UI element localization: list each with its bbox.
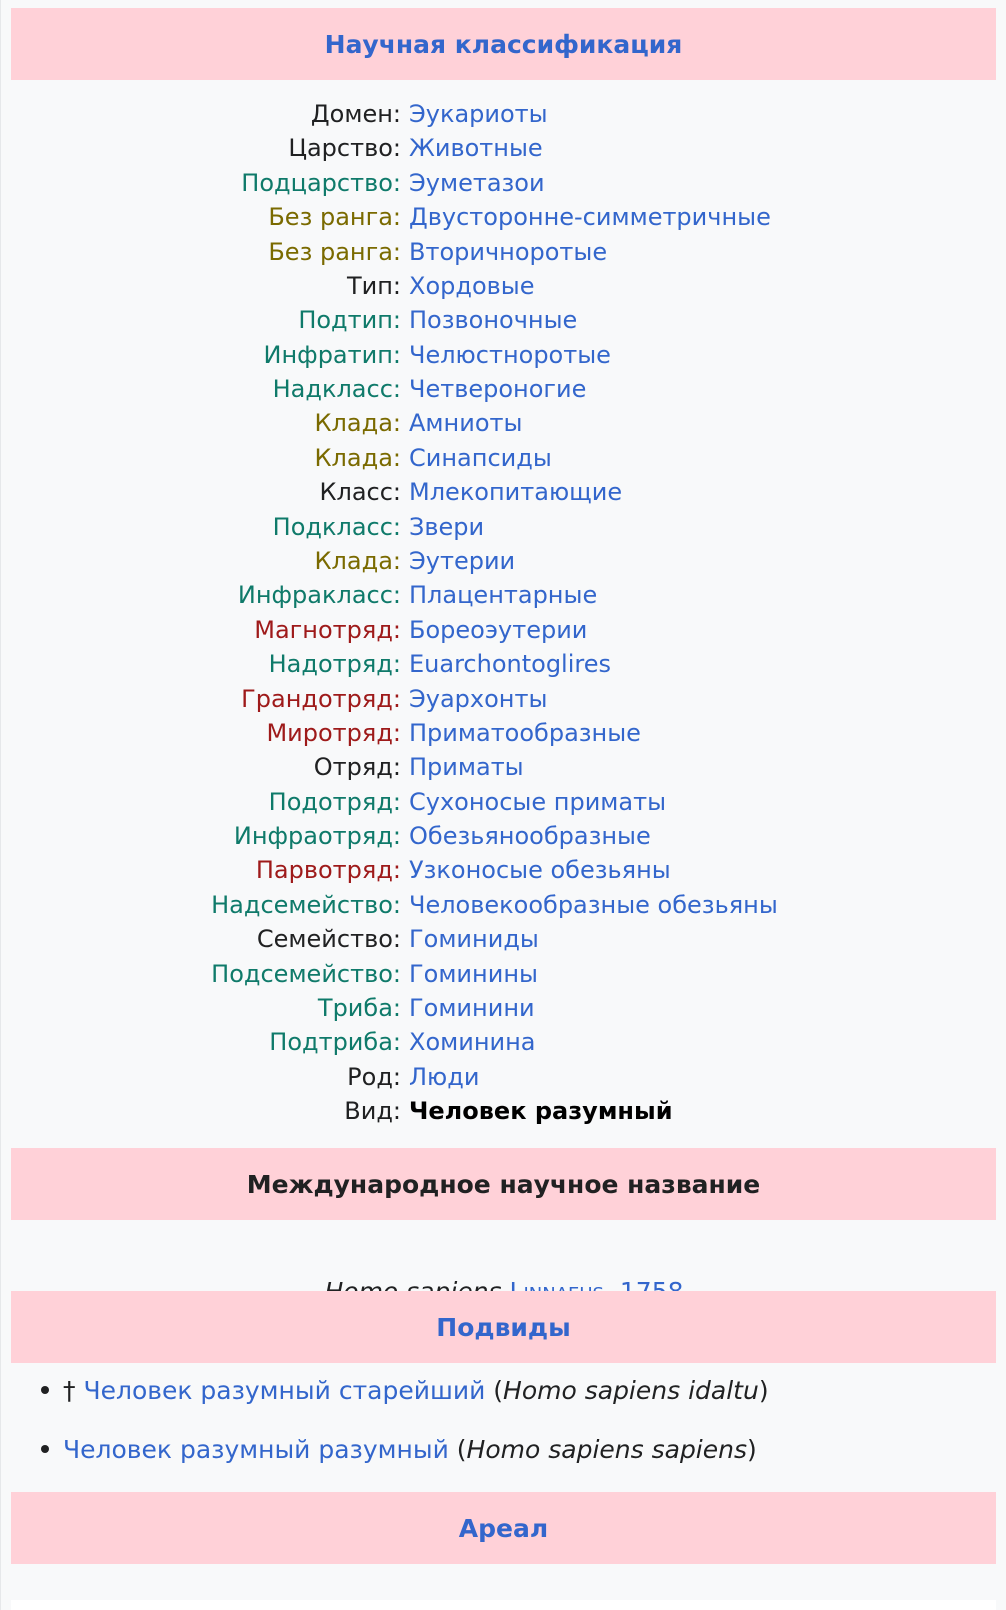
taxonomy-row xyxy=(1,577,1006,613)
taxonomy-value[interactable]: Хоминина xyxy=(409,1028,536,1057)
taxonomy-row xyxy=(1,1059,1006,1095)
taxonomy-rank[interactable]: Надотряд: xyxy=(268,650,401,679)
taxonomy-row xyxy=(1,199,1006,235)
taxonomy-rank[interactable]: Грандотряд: xyxy=(241,684,401,713)
subspecies-latin: Homo sapiens idaltu xyxy=(503,1376,759,1405)
taxonomy-value[interactable]: Сухоносые приматы xyxy=(409,787,667,816)
taxonomy-row xyxy=(1,887,1006,923)
taxonomy-rank[interactable]: Род: xyxy=(347,1062,401,1091)
taxonomy-rank[interactable]: Миротряд: xyxy=(266,718,401,747)
taxonomy-value[interactable]: Бореоэутерии xyxy=(409,615,588,644)
taxonomy-row xyxy=(1,302,1006,338)
intl-name-header xyxy=(11,1148,996,1220)
taxonomy-row xyxy=(1,749,1006,785)
taxonomy-value[interactable]: Эуархонты xyxy=(409,684,548,713)
taxonomy-value: Человек разумный xyxy=(409,1097,673,1125)
taxonomy-row xyxy=(1,234,1006,270)
taxonomy-rank[interactable]: Инфракласс: xyxy=(237,581,401,610)
subspecies-link[interactable]: Человек разумный старейший xyxy=(83,1376,486,1405)
taxonomy-row xyxy=(1,474,1006,510)
bullet-icon xyxy=(41,1445,49,1453)
taxonomy-row xyxy=(1,1093,1006,1129)
taxonomy-value[interactable]: Euarchontoglires xyxy=(409,650,611,679)
taxonomy-rank[interactable]: Подкласс: xyxy=(272,512,401,541)
paren-close: ) xyxy=(747,1435,757,1464)
taxonomy-rank[interactable]: Домен: xyxy=(310,100,401,128)
taxonomy-value[interactable]: Гоминиды xyxy=(409,925,539,954)
paren-open: ( xyxy=(448,1435,467,1464)
subspecies-item xyxy=(41,1435,757,1464)
taxonomy-rank[interactable]: Отряд: xyxy=(313,753,401,782)
taxonomy-row xyxy=(1,956,1006,992)
taxonomy-value[interactable]: Четвероногие xyxy=(409,375,587,403)
taxonomy-rank[interactable]: Подтриба: xyxy=(269,1028,401,1057)
taxonomy-rank[interactable]: Клада: xyxy=(314,409,401,438)
taxonomy-row xyxy=(1,337,1006,373)
taxonomy-value[interactable]: Звери xyxy=(409,512,485,541)
taxonomy-value[interactable]: Двусторонне-симметричные xyxy=(409,203,771,232)
taxonomy-row xyxy=(1,405,1006,441)
taxonomy-value[interactable]: Эуметазои xyxy=(409,168,545,197)
taxonomy-value[interactable]: Хордовые xyxy=(409,271,535,300)
taxonomy-rank[interactable]: Класс: xyxy=(319,478,401,507)
taxonomy-rank[interactable]: Парвотряд: xyxy=(255,856,401,885)
taxonomy-value[interactable]: Люди xyxy=(409,1062,480,1091)
taxonomy-value[interactable]: Животные xyxy=(409,134,543,163)
taxonomy-row xyxy=(1,96,1006,132)
taxonomy-rank[interactable]: Тип: xyxy=(346,271,401,300)
paren-open: ( xyxy=(485,1376,504,1405)
taxonomy-row xyxy=(1,784,1006,820)
taxonomy-rank[interactable]: Семейство: xyxy=(256,925,401,954)
taxonomy-value[interactable]: Узконосые обезьяны xyxy=(409,856,671,885)
classification-header xyxy=(11,8,996,80)
taxonomy-rank[interactable]: Надсемейство: xyxy=(211,890,401,919)
taxonomy-value[interactable]: Эутерии xyxy=(409,546,516,575)
taxonomy-rank[interactable]: Магнотряд: xyxy=(254,615,401,644)
taxonomy-value[interactable]: Вторичноротые xyxy=(409,237,608,266)
taxonomy-rank[interactable]: Подтип: xyxy=(298,306,401,335)
taxonomy-value[interactable]: Синапсиды xyxy=(409,443,552,472)
taxonomy-value[interactable]: Амниоты xyxy=(409,409,523,438)
range-header xyxy=(11,1492,996,1564)
range-map xyxy=(11,1600,996,1610)
taxonomy-value[interactable]: Гоминины xyxy=(409,959,538,988)
taxonomy-rank[interactable]: Подотряд: xyxy=(268,787,401,816)
taxonomy-row xyxy=(1,990,1006,1026)
subspecies-header-link[interactable]: Подвиды xyxy=(436,1312,571,1342)
taxonomy-row xyxy=(1,612,1006,648)
subspecies-latin: Homo sapiens sapiens xyxy=(466,1435,748,1464)
taxonomy-row xyxy=(1,646,1006,682)
taxonomy-rank[interactable]: Инфратип: xyxy=(263,340,401,369)
subspecies-item xyxy=(41,1376,769,1405)
taxonomy-row xyxy=(1,543,1006,579)
taxonomy-rank[interactable]: Подцарство: xyxy=(241,168,401,197)
taxonomy-row xyxy=(1,852,1006,888)
taxonomy-row xyxy=(1,130,1006,166)
range-header-link[interactable]: Ареал xyxy=(458,1513,549,1543)
taxonomy-row xyxy=(1,1024,1006,1060)
classification-header-link[interactable]: Научная классификация xyxy=(324,29,683,59)
taxonomy-row xyxy=(1,509,1006,545)
taxonomy-rank[interactable]: Царство: xyxy=(288,134,401,163)
subspecies-link[interactable]: Человек разумный разумный xyxy=(63,1435,449,1464)
taxonomy-value[interactable]: Плацентарные xyxy=(409,581,598,610)
taxonomy-value[interactable]: Челюстноротые xyxy=(409,340,611,369)
taxonomy-value[interactable]: Позвоночные xyxy=(409,306,578,335)
taxonomy-row xyxy=(1,921,1006,957)
taxonomy-rank[interactable]: Подсемейство: xyxy=(211,959,401,988)
taxonomy-value[interactable]: Человекообразные обезьяны xyxy=(409,890,778,919)
taxonomy-rank[interactable]: Триба: xyxy=(317,993,401,1022)
taxonomy-rank[interactable]: Без ранга: xyxy=(268,237,401,266)
taxonomy-rank[interactable]: Без ранга: xyxy=(268,203,401,232)
taxonomy-rank[interactable]: Инфраотряд: xyxy=(233,822,401,850)
taxonomy-value[interactable]: Эукариоты xyxy=(409,100,548,128)
taxonomy-rank[interactable]: Клада: xyxy=(314,443,401,472)
subspecies-prefix: † xyxy=(63,1376,84,1405)
taxonomy-value[interactable]: Приматы xyxy=(409,753,524,782)
subspecies-header xyxy=(11,1291,996,1363)
taxonomy-rank[interactable]: Вид: xyxy=(344,1097,401,1125)
taxonomy-value[interactable]: Гоминини xyxy=(409,993,535,1022)
taxonomy-value[interactable]: Обезьянообразные xyxy=(409,822,651,850)
taxonomy-row xyxy=(1,268,1006,304)
taxonomy-value[interactable]: Приматообразные xyxy=(409,718,641,747)
taxonomy-row xyxy=(1,818,1006,854)
taxonomy-value[interactable]: Млекопитающие xyxy=(409,478,623,507)
intl-name-header-label: Международное научное название xyxy=(246,1169,761,1199)
bullet-icon xyxy=(41,1386,49,1394)
taxonomy-row xyxy=(1,440,1006,476)
taxonomy-rank[interactable]: Клада: xyxy=(314,546,401,575)
taxonomy-row xyxy=(1,715,1006,751)
paren-close: ) xyxy=(758,1376,769,1405)
taxonomy-row xyxy=(1,165,1006,201)
taxonomy-rank[interactable]: Надкласс: xyxy=(272,375,401,403)
taxonomy-row xyxy=(1,681,1006,717)
taxonomy-row xyxy=(1,371,1006,407)
